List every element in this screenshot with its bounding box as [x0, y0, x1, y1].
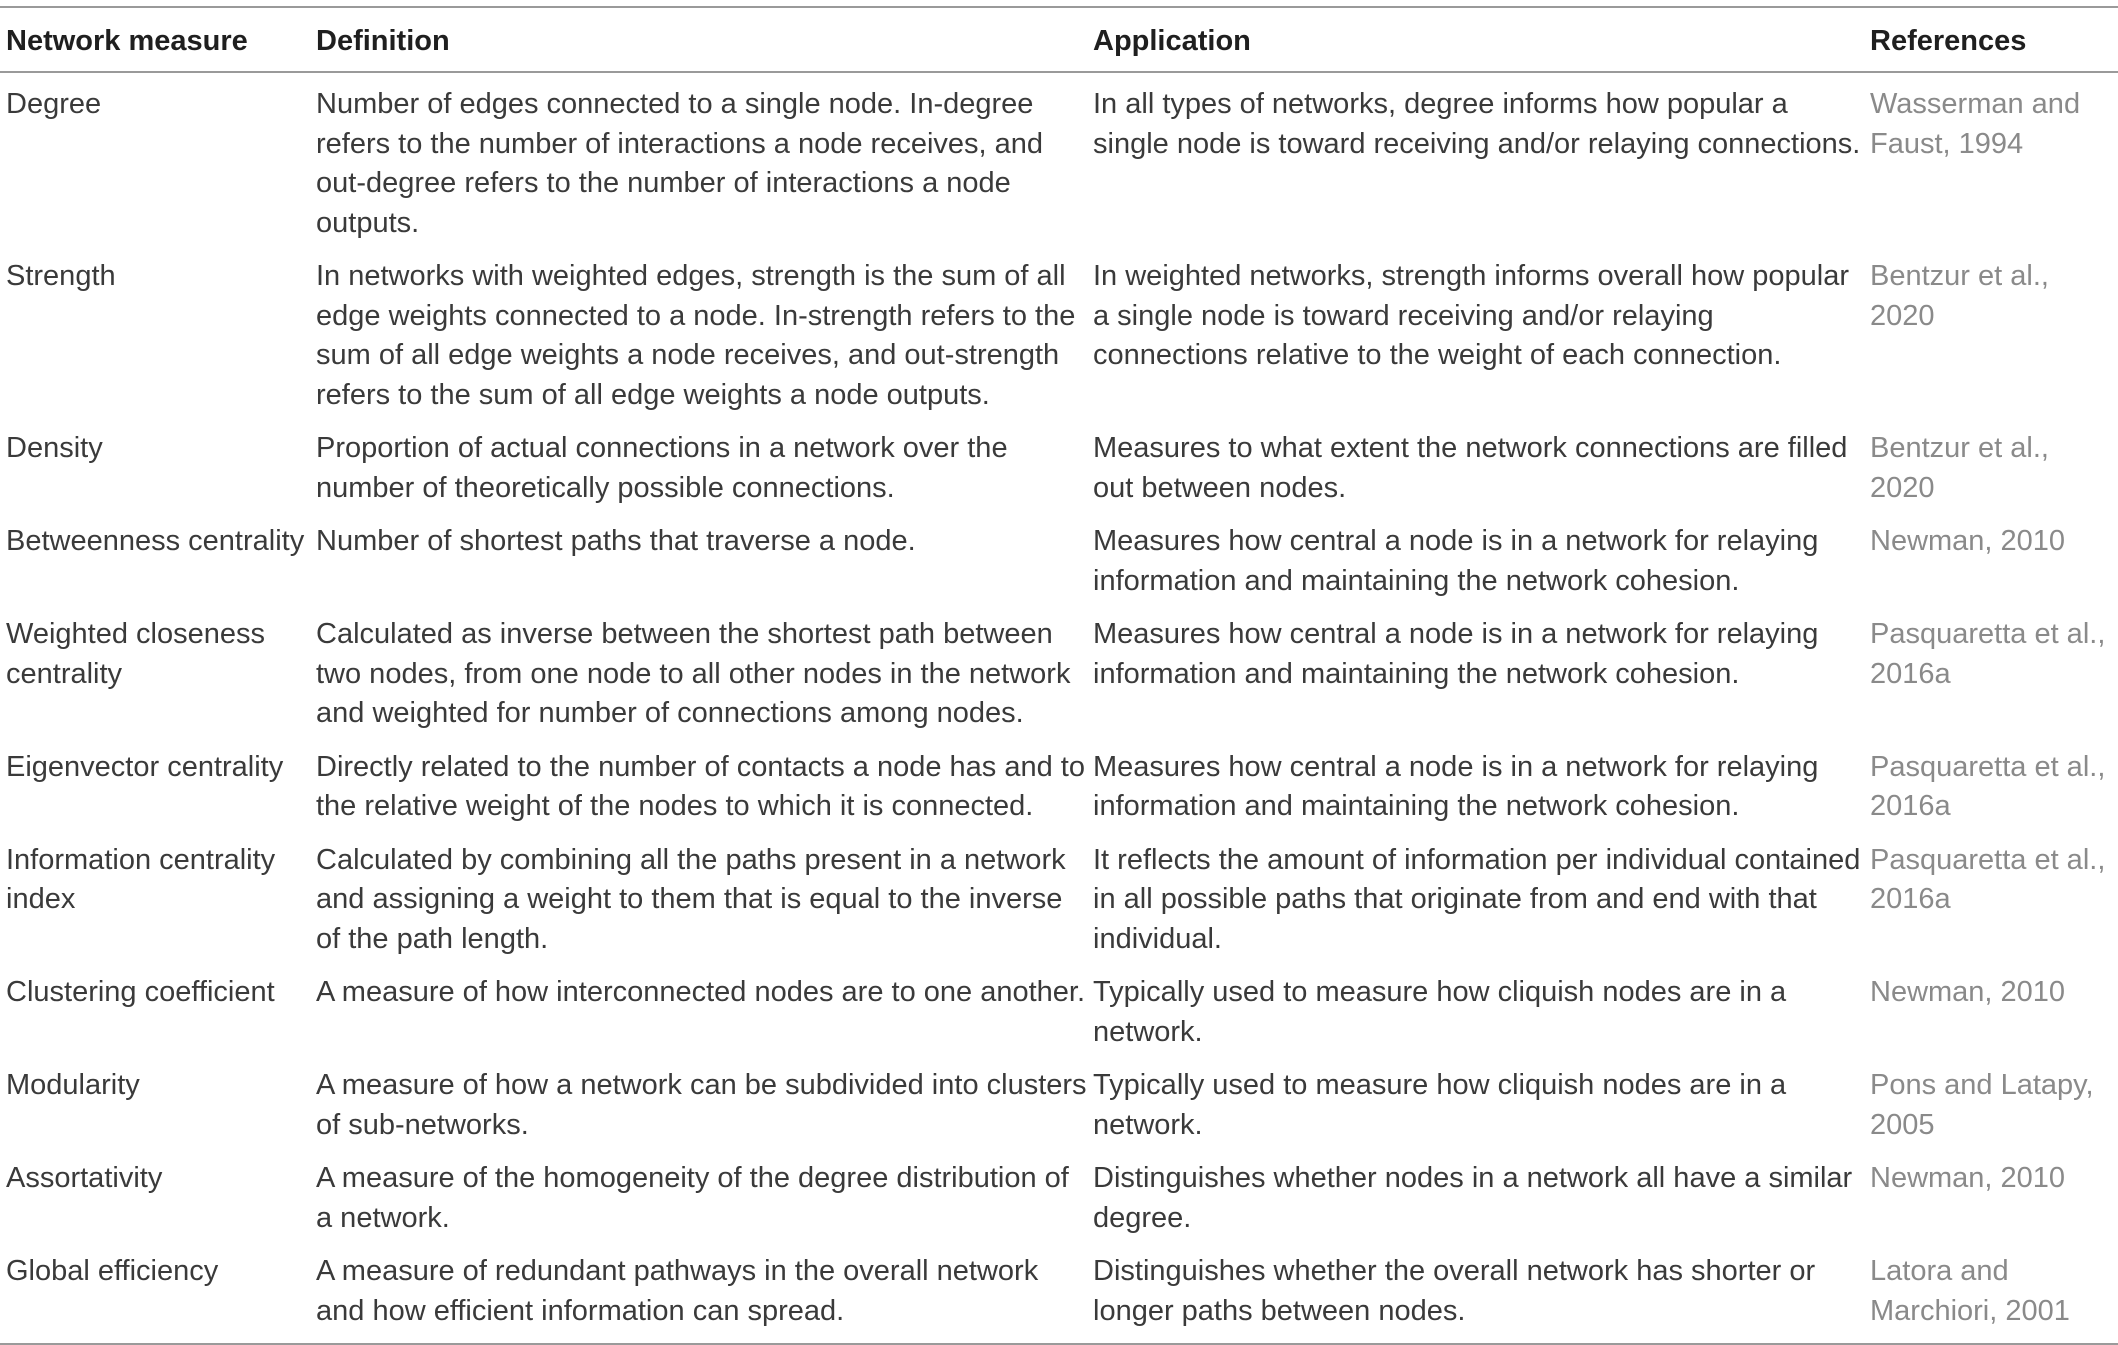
cell-references: Newman, 2010: [1870, 525, 2066, 557]
header-references: References: [1864, 7, 2118, 72]
cell-application: Distinguishes whether nodes in a network all have a similar degree.: [1093, 1162, 1853, 1234]
table-row: [0, 607, 2118, 740]
cell-definition: Number of shortest paths that traverse a node.: [316, 525, 916, 557]
header-application: Application: [1087, 7, 1864, 72]
cell-application: In weighted networks, strength informs overall how popular a single node is toward receiving and/or relaying connections relative to the weight of each connection.: [1093, 260, 1849, 371]
cell-references: Pons and Latapy, 2005: [1870, 1069, 2094, 1141]
table-header: [0, 7, 2118, 72]
cell-application: Typically used to measure how cliquish nodes are in a network.: [1093, 1069, 1787, 1141]
cell-application: Measures how central a node is in a network for relaying information and maintaining the network cohesion.: [1093, 525, 1819, 597]
table-row: [0, 965, 2118, 1058]
cell-references: Bentzur et al., 2020: [1870, 432, 2049, 504]
cell-application: Distinguishes whether the overall network has shorter or longer paths between nodes.: [1087, 1244, 1864, 1344]
cell-references: Bentzur et al., 2020: [1870, 260, 2049, 332]
cell-definition: Number of edges connected to a single node. In-degree refers to the number of interactions a node receives, and out-degree refers to the number of interactions a node outputs.: [316, 88, 1044, 239]
table-row: [0, 833, 2118, 966]
cell-definition: Calculated as inverse between the shortest path between two nodes, from one node to all other nodes in the network and weighted for number of connections among nodes.: [316, 618, 1071, 729]
table-row: [0, 249, 2118, 421]
cell-definition: A measure of redundant pathways in the overall network and how efficient information can spread.: [310, 1244, 1087, 1344]
cell-application: It reflects the amount of information per individual contained in all possible paths that originate from and end with that individual.: [1093, 843, 1861, 955]
cell-definition: Calculated by combining all the paths present in a network and assigning a weight to them that is equal to the inverse of the path length.: [316, 843, 1066, 955]
cell-network-measure: Density: [6, 432, 103, 464]
cell-definition: A measure of how interconnected nodes are to one another.: [316, 976, 1086, 1008]
cell-application: Measures how central a node is in a network for relaying information and maintaining the network cohesion.: [1093, 750, 1819, 822]
cell-network-measure: Modularity: [6, 1069, 140, 1101]
cell-network-measure: Assortativity: [6, 1162, 163, 1194]
network-measures-table: [0, 6, 2118, 1345]
cell-network-measure: Weighted closeness centrality: [6, 618, 266, 690]
cell-application: Typically used to measure how cliquish nodes are in a network.: [1093, 976, 1787, 1048]
cell-network-measure: Strength: [6, 260, 116, 292]
table-row: [0, 1058, 2118, 1151]
cell-network-measure: Information centrality index: [6, 843, 276, 915]
cell-definition: In networks with weighted edges, strength is the sum of all edge weights connected to a node. In-strength refers to the sum of all edge weights a node receives, and out-strength refers to the sum of all edge weights a node outputs.: [316, 260, 1076, 411]
table-row: [0, 421, 2118, 514]
table-row: [0, 740, 2118, 833]
header-definition: Definition: [310, 7, 1087, 72]
cell-application: In all types of networks, degree informs how popular a single node is toward receiving and/or relaying connections.: [1093, 88, 1861, 160]
cell-definition: A measure of the homogeneity of the degree distribution of a network.: [316, 1162, 1069, 1234]
table-row: [0, 1244, 2118, 1344]
cell-application: Measures to what extent the network connections are filled out between nodes.: [1093, 432, 1848, 504]
cell-references: Pasquaretta et al., 2016a: [1870, 750, 2106, 822]
cell-references: Wasserman and Faust, 1994: [1870, 88, 2081, 160]
cell-references: Pasquaretta et al., 2016a: [1870, 843, 2106, 915]
cell-network-measure: Degree: [6, 88, 102, 120]
cell-definition: Proportion of actual connections in a network over the number of theoretically possible connections.: [316, 432, 1008, 504]
cell-references: Latora and Marchiori, 2001: [1864, 1244, 2118, 1344]
header-network-measure: Network measure: [0, 7, 310, 72]
cell-network-measure: Eigenvector centrality: [6, 750, 284, 783]
header-row: [0, 7, 2118, 72]
cell-references: Newman, 2010: [1870, 1162, 2066, 1194]
table-row: [0, 72, 2118, 249]
table-body: [0, 72, 2118, 1344]
cell-definition: Directly related to the number of contacts a node has and to the relative weight of the nodes to which it is connected.: [316, 750, 1085, 822]
cell-network-measure: Betweenness centrality: [6, 525, 305, 557]
cell-network-measure: Clustering coefficient: [6, 976, 275, 1008]
table-row: [0, 1151, 2118, 1244]
table-row: [0, 514, 2118, 607]
cell-network-measure: Global efficiency: [0, 1244, 310, 1344]
cell-application: Measures how central a node is in a network for relaying information and maintaining the network cohesion.: [1093, 618, 1819, 690]
cell-references: Newman, 2010: [1870, 976, 2066, 1008]
cell-definition: A measure of how a network can be subdivided into clusters of sub-networks.: [316, 1069, 1087, 1141]
cell-references: Pasquaretta et al., 2016a: [1870, 618, 2106, 690]
